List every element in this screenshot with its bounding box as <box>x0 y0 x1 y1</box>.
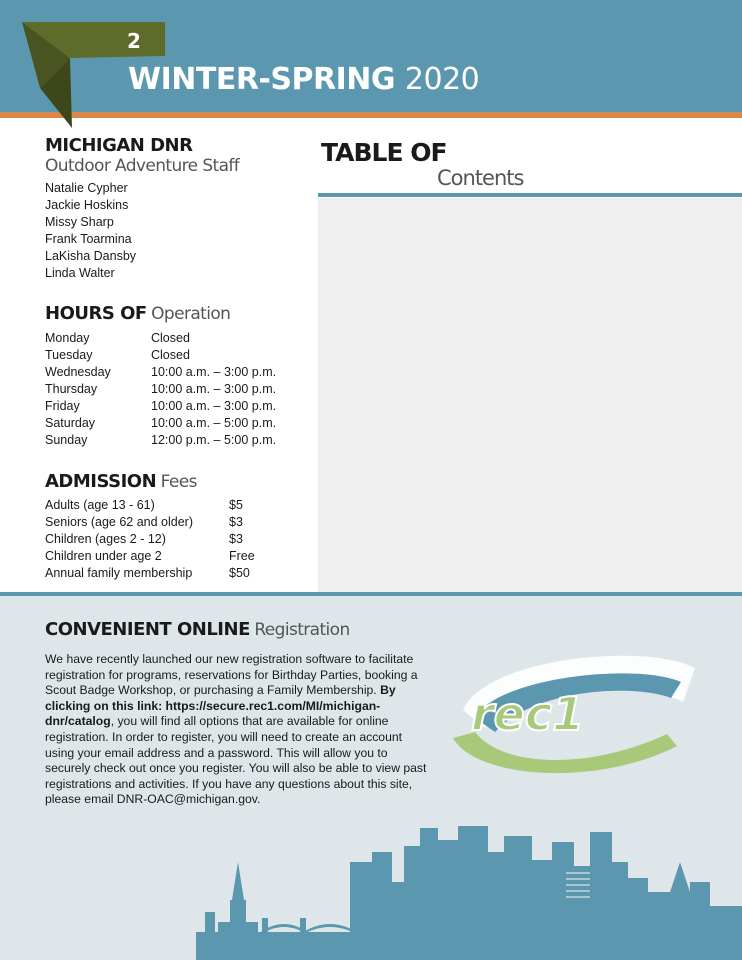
hours-heading-thin: Operation <box>151 304 231 324</box>
registration-intro: We have recently launched our new registration software to facilitate registration for programs, reservations for Birthday Parties, booking a Scout Badge Workshop, or purchasing a Family Membership. <box>45 652 418 698</box>
registration-heading-bold: CONVENIENT ONLINE <box>45 619 250 640</box>
fee-category: Children (ages 2 - 12) <box>45 532 166 546</box>
admission-heading-bold: ADMISSION <box>45 471 157 492</box>
admission-section <box>45 472 255 582</box>
table-row <box>45 364 276 381</box>
registration-text <box>45 652 430 808</box>
fee-price: $50 <box>229 566 250 580</box>
table-row <box>45 415 276 432</box>
hours-time: 10:00 a.m. – 5:00 p.m. <box>151 416 277 430</box>
table-row <box>45 514 255 531</box>
toc-title: TABLE OF <box>321 138 447 167</box>
hours-day: Thursday <box>45 382 98 396</box>
hours-table <box>45 330 276 449</box>
city-skyline-illustration <box>0 822 742 960</box>
fee-price: $5 <box>229 498 243 512</box>
hours-day: Saturday <box>45 416 96 430</box>
admission-heading-thin: Fees <box>160 472 197 492</box>
staff-heading: MICHIGAN DNR <box>45 135 193 156</box>
hours-day: Sunday <box>45 433 88 447</box>
page-title-season: WINTER-SPRING <box>128 62 395 97</box>
hours-day: Friday <box>45 399 80 413</box>
toc-subtitle: Contents <box>437 166 524 190</box>
staff-member: Frank Toarmina <box>45 232 132 246</box>
registration-rest: , you will find all options that are available for online registration. In order to register, you will need to create an account using your email address and a password. This will allow you to securely check out once you register. You will also be able to view past registrations and activities. If you have any questions about this site, please email DNR-OAC@michigan.gov. <box>45 714 427 807</box>
fee-category: Children under age 2 <box>45 549 162 563</box>
hours-heading-bold: HOURS OF <box>45 303 147 324</box>
table-row <box>45 548 255 565</box>
table-row <box>45 565 255 582</box>
fee-category: Seniors (age 62 and older) <box>45 515 194 529</box>
fee-price: Free <box>229 549 255 563</box>
table-row <box>45 398 276 415</box>
table-row <box>45 330 276 347</box>
staff-member: LaKisha Dansby <box>45 249 137 263</box>
hours-day: Wednesday <box>45 365 111 379</box>
rec1-logo <box>445 648 705 788</box>
table-row <box>45 347 276 364</box>
page-title <box>128 62 479 97</box>
page-number: 2 <box>127 29 141 53</box>
registration-divider <box>0 592 742 596</box>
table-row <box>45 432 276 449</box>
staff-member: Jackie Hoskins <box>45 198 129 212</box>
hours-time: Closed <box>151 331 190 345</box>
registration-section <box>0 592 742 960</box>
page-title-year: 2020 <box>404 62 480 97</box>
hours-time: 10:00 a.m. – 3:00 p.m. <box>151 365 277 379</box>
registration-heading-thin: Registration <box>254 620 350 640</box>
hours-day: Monday <box>45 331 90 345</box>
table-row <box>45 497 255 514</box>
table-row <box>45 381 276 398</box>
fee-category: Adults (age 13 - 61) <box>45 498 155 512</box>
staff-subheading: Outdoor Adventure Staff <box>45 156 240 176</box>
staff-list <box>45 180 315 282</box>
staff-member: Missy Sharp <box>45 215 114 229</box>
admission-heading <box>45 472 255 492</box>
hours-heading <box>45 304 276 324</box>
hours-time: 10:00 a.m. – 3:00 p.m. <box>151 382 277 396</box>
fee-category: Annual family membership <box>45 566 193 580</box>
registration-link[interactable]: By clicking on this link: https://secure.rec1.com/MI/michigan-dnr/catalog <box>45 683 396 729</box>
rec1-logo-text: rec1 <box>471 687 585 741</box>
toc-divider <box>318 193 742 197</box>
hours-time: 10:00 a.m. – 3:00 p.m. <box>151 399 277 413</box>
registration-heading <box>45 620 350 640</box>
toc-panel <box>318 198 742 592</box>
admission-table <box>45 497 255 582</box>
hours-time: 12:00 p.m. – 5:00 p.m. <box>151 433 277 447</box>
hours-section <box>45 304 276 449</box>
hours-day: Tuesday <box>45 348 93 362</box>
fee-price: $3 <box>229 532 243 546</box>
fee-price: $3 <box>229 515 243 529</box>
hours-time: Closed <box>151 348 190 362</box>
staff-member: Linda Walter <box>45 266 115 280</box>
staff-member: Natalie Cypher <box>45 181 128 195</box>
staff-section <box>45 136 315 282</box>
table-row <box>45 531 255 548</box>
